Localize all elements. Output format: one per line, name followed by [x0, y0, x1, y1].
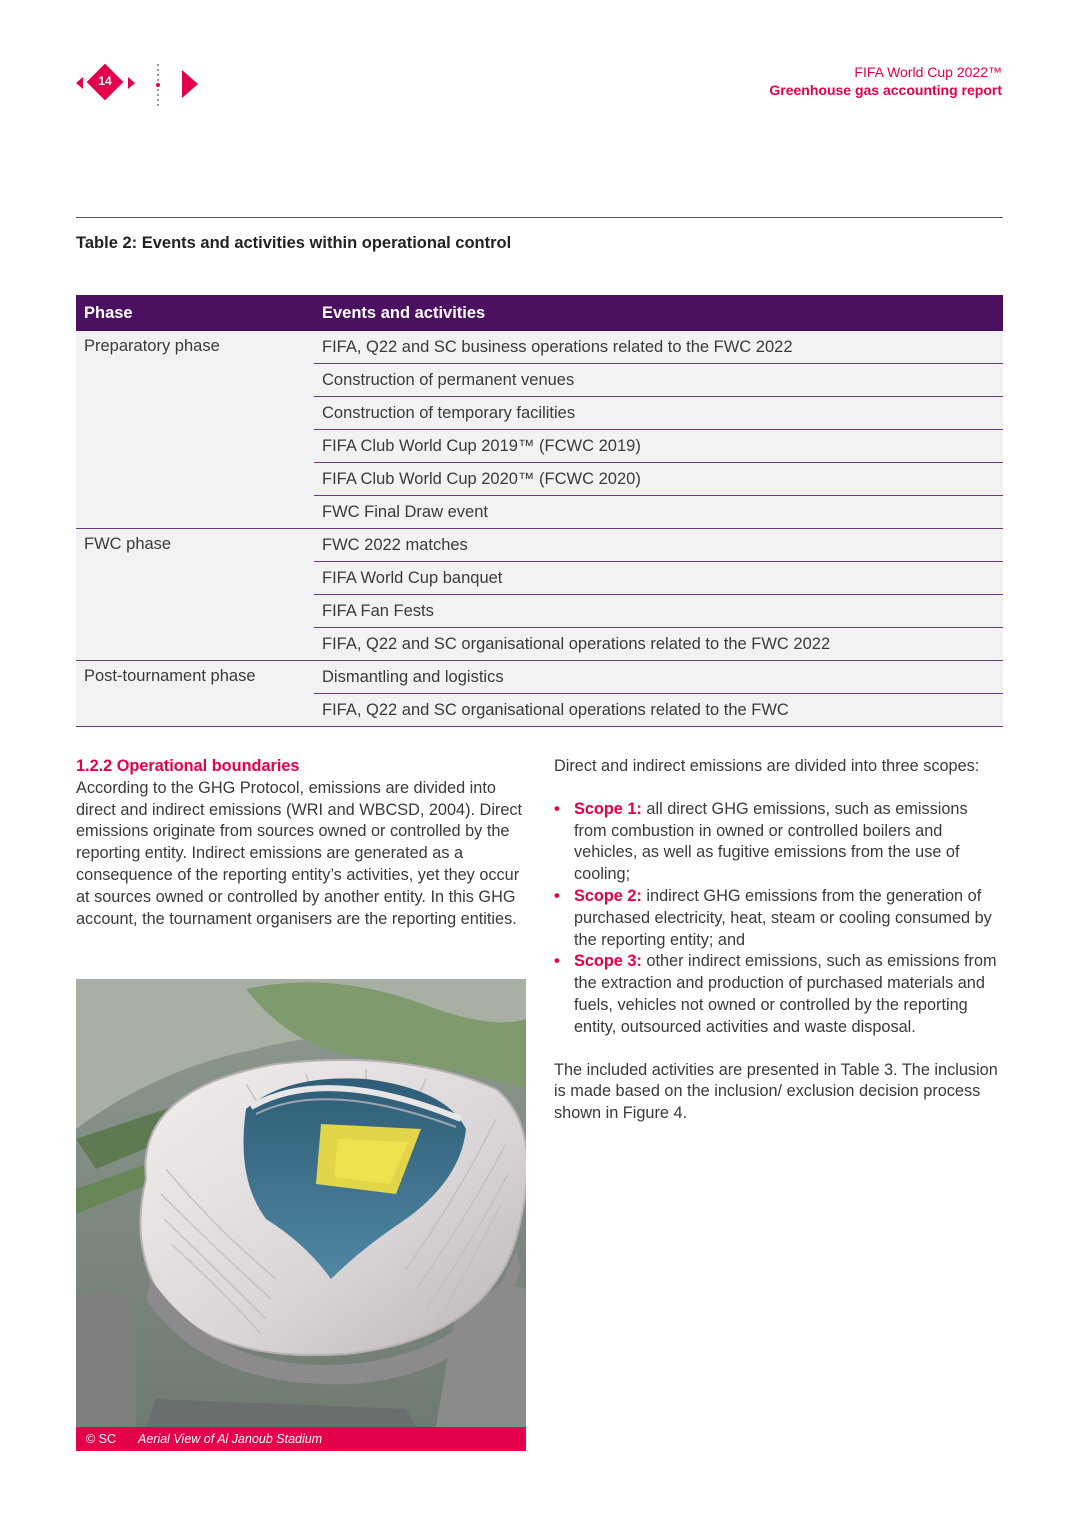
report-subtitle: Greenhouse gas accounting report: [769, 82, 1002, 98]
phase-cell: Post-tournament phase: [76, 661, 314, 727]
activity-cell: FIFA Club World Cup 2019™ (FCWC 2019): [314, 430, 1003, 463]
scope-name: Scope 1:: [574, 799, 642, 818]
dotted-divider: [157, 64, 159, 106]
header-events: Events and activities: [314, 295, 1003, 331]
stadium-photo: [76, 979, 526, 1451]
photo-credit: © SC: [86, 1432, 117, 1446]
activity-cell: Construction of permanent venues: [314, 364, 1003, 397]
table-row: [76, 529, 1003, 562]
stadium-illustration: [76, 979, 526, 1427]
photo-caption: Aerial View of Al Janoub Stadium: [138, 1432, 323, 1446]
table-row: [76, 331, 1003, 364]
activity-cell: Construction of temporary facilities: [314, 397, 1003, 430]
table-row: [76, 661, 1003, 694]
scopes-intro: Direct and indirect emissions are divided into three scopes:: [554, 757, 980, 775]
activity-cell: FIFA World Cup banquet: [314, 562, 1003, 595]
next-page-small-arrow-icon[interactable]: [128, 77, 135, 89]
activity-cell: FWC 2022 matches: [314, 529, 1003, 562]
scope-description: indirect GHG emissions from the generation of purchased electricity, heat, steam or cooling consumed by the reporting entity; and: [574, 886, 992, 949]
activity-cell: FIFA, Q22 and SC organisational operations related to the FWC: [314, 694, 1003, 727]
divider: [76, 217, 1003, 218]
scopes-closing: The included activities are presented in Table 3. The inclusion is made based on the inclusion/ exclusion decision process shown in Figure 4.: [554, 1060, 998, 1123]
activity-cell: FIFA, Q22 and SC organisational operations related to the FWC 2022: [314, 628, 1003, 661]
activity-cell: FIFA Club World Cup 2020™ (FCWC 2020): [314, 463, 1003, 496]
scopes-list: [554, 799, 1004, 1039]
operations-table: [76, 295, 1003, 727]
scope-item: [554, 799, 1004, 886]
scopes-column: [554, 756, 1004, 1125]
phase-cell: FWC phase: [76, 529, 314, 661]
report-header: [769, 63, 1002, 99]
photo-caption-bar: [76, 1427, 526, 1451]
next-page-arrow-icon[interactable]: [182, 70, 198, 98]
scope-description: other indirect emissions, such as emissions from the extraction and production of purchased materials and fuels, vehicles not owned or controlled by the reporting entity, outsourced activities and waste disposal.: [574, 952, 997, 1036]
activity-cell: Dismantling and logistics: [314, 661, 1003, 694]
page-navigation: [76, 62, 206, 108]
scope-name: Scope 2:: [574, 886, 642, 905]
activity-cell: FWC Final Draw event: [314, 496, 1003, 529]
scope-name: Scope 3:: [574, 952, 642, 971]
scope-item: [554, 886, 1004, 951]
table-header-row: [76, 295, 1003, 331]
page-number: 14: [98, 74, 112, 88]
operational-boundaries-section: [76, 756, 526, 930]
table-caption: Table 2: Events and activities within operational control: [76, 234, 512, 252]
report-title: FIFA World Cup 2022™: [854, 64, 1002, 80]
activity-cell: FIFA Fan Fests: [314, 595, 1003, 628]
section-body: According to the GHG Protocol, emissions are divided into direct and indirect emissions (WRI and WBCSD, 2004). Direct emissions originate from sources owned or controlled by the reporting entity. Indirect emissions are generated as a consequence of the reporting entity’s activities, yet they occur at sources owned or controlled by another entity. In this GHG account, the tournament organisers are the reporting entities.: [76, 778, 523, 928]
section-title: 1.2.2 Operational boundaries: [76, 757, 300, 775]
activity-cell: FIFA, Q22 and SC business operations related to the FWC 2022: [314, 331, 1003, 364]
previous-page-arrow-icon[interactable]: [76, 77, 83, 89]
phase-cell: Preparatory phase: [76, 331, 314, 529]
header-phase: Phase: [76, 295, 314, 331]
scope-description: all direct GHG emissions, such as emissions from combustion in owned or controlled boilers and vehicles, as well as fugitive emissions from the use of cooling;: [574, 799, 968, 884]
scope-item: [554, 951, 1004, 1038]
